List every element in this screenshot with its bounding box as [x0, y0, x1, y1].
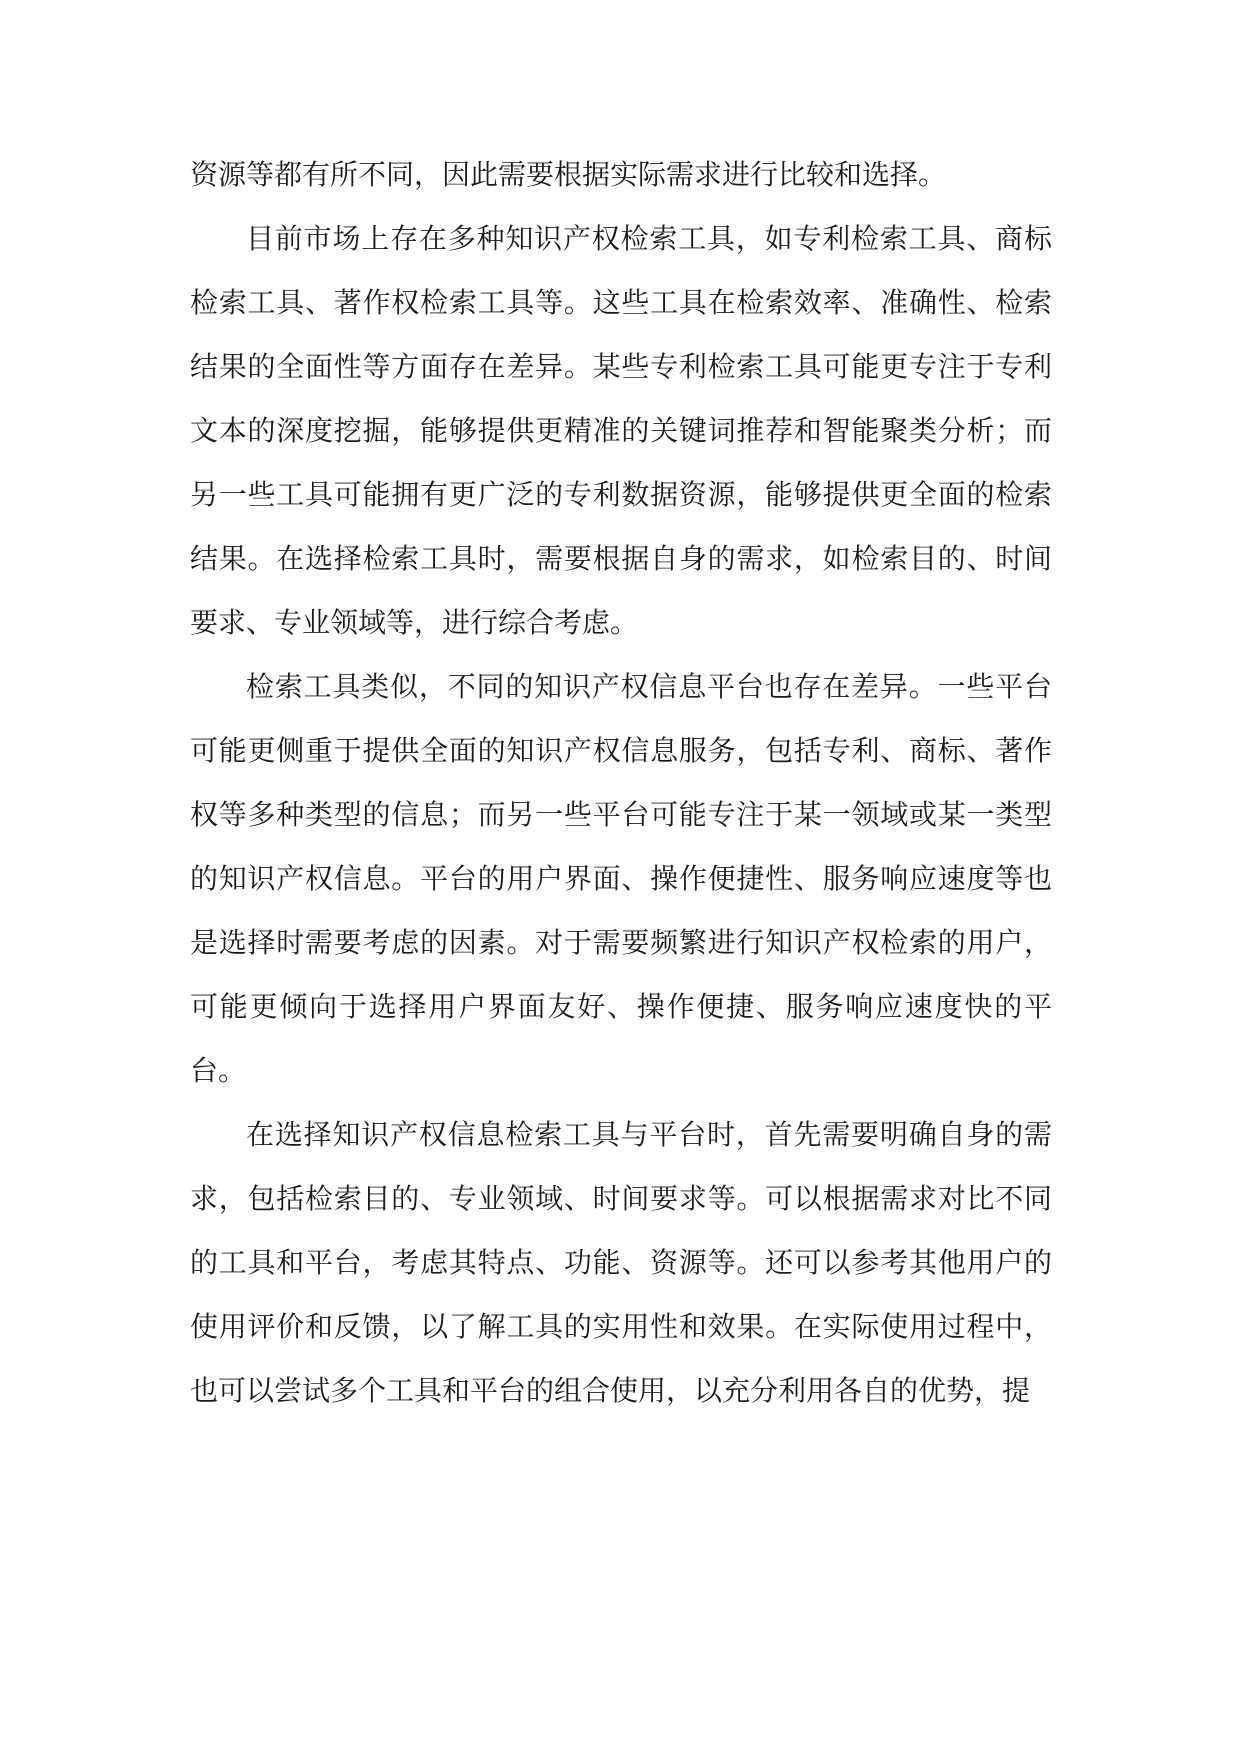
- paragraph-selection: 在选择知识产权信息检索工具与平台时，首先需要明确自身的需求，包括检索目的、专业领域、时间要求等。可以根据需求对比不同的工具和平台，考虑其特点、功能、资源等。还可以参考其他用户的使用评价和反馈，以了解工具的实用性和效果。在实际使用过程中，也可以尝试多个工具和平台的组合使用，以充分利用各自的优势，提: [190, 1118, 1052, 1407]
- body-text: [190, 143, 1052, 1423]
- paragraph-platforms: 检索工具类似，不同的知识产权信息平台也存在差异。一些平台可能更侧重于提供全面的知识产权信息服务，包括专利、商标、著作权等多种类型的信息；而另一些平台可能专注于某一领域或某一类型的知识产权信息。平台的用户界面、操作便捷性、服务响应速度等也是选择时需要考虑的因素。对于需要频繁进行知识产权检索的用户，可能更倾向于选择用户界面友好、操作便捷、服务响应速度快的平台。: [190, 670, 1052, 1087]
- paragraph-retrieval-tools: 目前市场上存在多种知识产权检索工具，如专利检索工具、商标检索工具、著作权检索工具等。这些工具在检索效率、准确性、检索结果的全面性等方面存在差异。某些专利检索工具可能更专注于专利文本的深度挖掘，能够提供更精准的关键词推荐和智能聚类分析；而另一些工具可能拥有更广泛的专利数据资源，能够提供更全面的检索结果。在选择检索工具时，需要根据自身的需求，如检索目的、时间要求、专业领域等，进行综合考虑。: [190, 222, 1052, 639]
- paragraph-continued: 资源等都有所不同，因此需要根据实际需求进行比较和选择。: [190, 158, 947, 191]
